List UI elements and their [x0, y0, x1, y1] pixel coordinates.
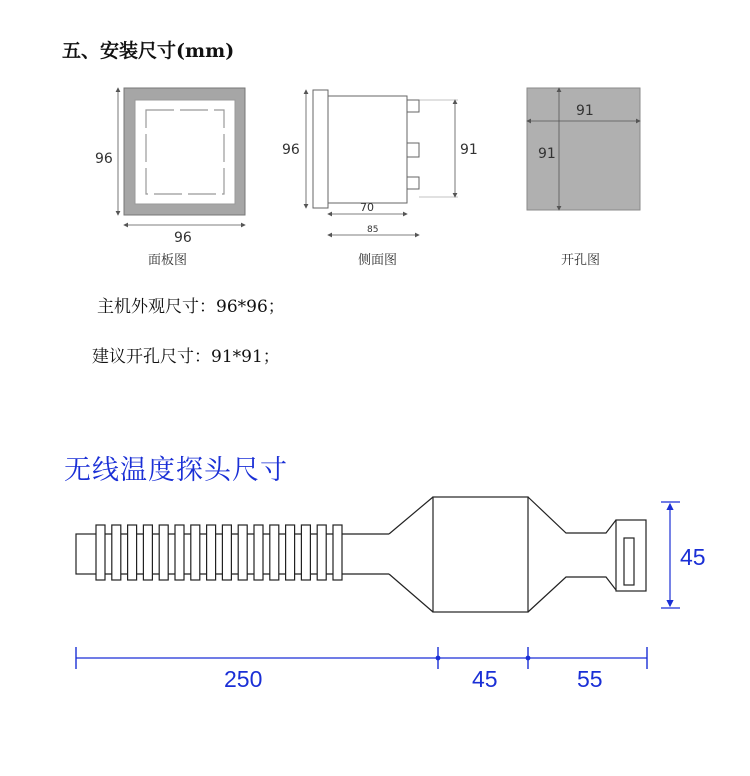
side-height-label: 96: [282, 142, 300, 158]
probe-rib: [301, 525, 310, 580]
panel-width-label: 96: [174, 230, 192, 246]
probe-length-dot-2: [526, 656, 531, 661]
side-inner-height-label: 91: [460, 142, 478, 158]
probe-rib: [175, 525, 184, 580]
cutout-size-spec: 建议开孔尺寸：91*91；: [92, 347, 280, 367]
cutout-width-label: 91: [576, 103, 594, 119]
probe-end-slot: [624, 538, 634, 585]
probe-length-dot-1: [436, 656, 441, 661]
cutout-view: [527, 88, 640, 268]
probe-length-label-1: 250: [224, 666, 263, 692]
probe-rib: [270, 525, 279, 580]
probe-rib: [222, 525, 231, 580]
side-depth-label-2: 85: [367, 225, 379, 235]
probe-rib: [191, 525, 200, 580]
probe-main-body: [433, 497, 528, 612]
probe-taper-bottom-left: [389, 574, 433, 612]
panel-caption: 面板图: [148, 253, 188, 268]
probe-rib: [96, 525, 105, 580]
probe-length-label-3: 55: [577, 666, 603, 692]
probe-rib: [143, 525, 152, 580]
side-terminal: [407, 143, 419, 157]
panel-view: [95, 88, 245, 268]
cutout-caption: 开孔图: [561, 253, 601, 268]
probe-title: 无线温度探头尺寸: [64, 455, 288, 486]
probe-drawing: [76, 497, 706, 692]
probe-rib: [333, 525, 342, 580]
host-size-spec: 主机外观尺寸：96*96；: [97, 297, 285, 317]
probe-rib: [112, 525, 121, 580]
probe-rib: [254, 525, 263, 580]
probe-rib: [207, 525, 216, 580]
probe-taper-top-left: [389, 497, 433, 534]
section-heading: 五、安装尺寸(mm): [62, 40, 235, 62]
probe-rib: [128, 525, 137, 580]
probe-rib: [159, 525, 168, 580]
probe-taper-bottom-right: [528, 577, 616, 612]
probe-taper-top-right: [528, 497, 616, 533]
probe-height-label: 45: [680, 544, 706, 570]
side-depth-label-1: 70: [360, 201, 374, 214]
probe-rib: [238, 525, 247, 580]
panel-height-label: 96: [95, 151, 113, 167]
probe-rib: [317, 525, 326, 580]
side-body: [328, 96, 407, 203]
side-view: [282, 90, 478, 268]
side-clip-top: [407, 100, 419, 112]
side-clip-bottom: [407, 177, 419, 189]
panel-face: [135, 100, 235, 204]
probe-rib: [286, 525, 295, 580]
probe-length-label-2: 45: [472, 666, 498, 692]
side-caption: 侧面图: [358, 253, 398, 268]
cutout-height-label: 91: [538, 146, 556, 162]
side-bezel: [313, 90, 328, 208]
